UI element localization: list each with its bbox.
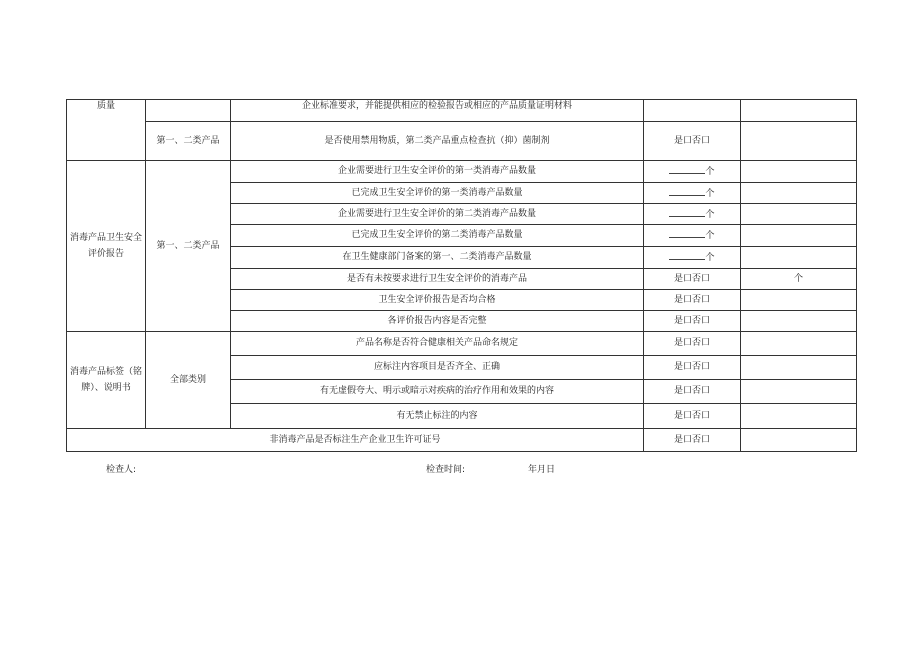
label-section-label: 消毒产品标签（铭牌）、说明书 bbox=[67, 332, 146, 429]
safety-count bbox=[644, 247, 741, 269]
safety-check-result[interactable]: 是口否口 bbox=[644, 290, 741, 311]
label-result[interactable]: 是口否口 bbox=[644, 404, 741, 429]
safety-category: 第一、二类产品 bbox=[146, 161, 231, 332]
label-result[interactable]: 是口否口 bbox=[644, 380, 741, 404]
count-blank[interactable] bbox=[669, 207, 705, 217]
quality-row-1 bbox=[67, 100, 857, 122]
safety-row-1 bbox=[67, 161, 857, 183]
date-label: 年月日 bbox=[528, 465, 556, 475]
inspection-table bbox=[66, 99, 857, 452]
safety-item: 企业需要进行卫生安全评价的第一类消毒产品数量 bbox=[231, 161, 644, 183]
count-unit: 个 bbox=[705, 231, 715, 241]
label-item: 应标注内容项目是否齐全、正确 bbox=[231, 356, 644, 380]
inspection-time-label: 检查时间: bbox=[426, 465, 466, 475]
safety-count bbox=[644, 204, 741, 225]
safety-count bbox=[644, 225, 741, 247]
count-unit: 个 bbox=[705, 188, 715, 199]
safety-item: 企业需要进行卫生安全评价的第二类消毒产品数量 bbox=[231, 204, 644, 225]
safety-label: 消毒产品卫生安全评价报告 bbox=[67, 161, 146, 332]
safety-extra bbox=[741, 183, 857, 204]
label-result[interactable]: 是口否口 bbox=[644, 356, 741, 380]
count-blank[interactable] bbox=[669, 228, 705, 238]
quality-row1-result bbox=[644, 100, 741, 122]
final-extra bbox=[741, 429, 857, 452]
quality-row1-category bbox=[146, 100, 231, 122]
label-item: 产品名称是否符合健康相关产品命名规定 bbox=[231, 332, 644, 356]
quality-row-2 bbox=[67, 122, 857, 161]
safety-extra bbox=[741, 204, 857, 225]
final-result[interactable]: 是口否口 bbox=[644, 429, 741, 452]
safety-check-item: 是否有未按要求进行卫生安全评价的消毒产品 bbox=[231, 269, 644, 290]
quality-row2-item: 是否使用禁用物质，第二类产品重点检查抗（抑）菌制剂 bbox=[231, 122, 644, 161]
safety-check-extra bbox=[741, 290, 857, 311]
label-item: 有无虚假夸大、明示或暗示对疾病的治疗作用和效果的内容 bbox=[231, 380, 644, 404]
final-row bbox=[67, 429, 857, 452]
safety-check-extra bbox=[741, 311, 857, 332]
quality-row2-result: 是口否口 bbox=[644, 122, 741, 161]
safety-check-item: 卫生安全评价报告是否均合格 bbox=[231, 290, 644, 311]
safety-count bbox=[644, 183, 741, 204]
label-row-1 bbox=[67, 332, 857, 356]
label-result[interactable]: 是口否口 bbox=[644, 332, 741, 356]
quality-row1-item: 企业标准要求，并能提供相应的检验报告或相应的产品质量证明材料 bbox=[231, 100, 644, 122]
safety-check-result[interactable]: 是口否口 bbox=[644, 269, 741, 290]
safety-check-result[interactable]: 是口否口 bbox=[644, 311, 741, 332]
safety-extra bbox=[741, 225, 857, 247]
quality-row1-extra bbox=[741, 100, 857, 122]
safety-count bbox=[644, 161, 741, 183]
label-extra bbox=[741, 404, 857, 429]
quality-row2-extra bbox=[741, 122, 857, 161]
count-blank[interactable] bbox=[669, 186, 705, 196]
count-unit: 个 bbox=[705, 253, 715, 263]
inspection-sheet bbox=[66, 99, 856, 452]
label-extra bbox=[741, 380, 857, 404]
safety-extra bbox=[741, 247, 857, 269]
quality-row2-category: 第一、二类产品 bbox=[146, 122, 231, 161]
count-blank[interactable] bbox=[669, 250, 705, 260]
count-blank[interactable] bbox=[669, 164, 705, 174]
count-unit: 个 bbox=[705, 209, 715, 220]
safety-check-extra: 个 bbox=[741, 269, 857, 290]
safety-item: 已完成卫生安全评价的第一类消毒产品数量 bbox=[231, 183, 644, 204]
label-extra bbox=[741, 332, 857, 356]
safety-extra bbox=[741, 161, 857, 183]
safety-item: 在卫生健康部门备案的第一、二类消毒产品数量 bbox=[231, 247, 644, 269]
label-extra bbox=[741, 356, 857, 380]
inspector-label: 检查人: bbox=[106, 465, 137, 475]
count-unit: 个 bbox=[705, 167, 715, 177]
label-section-category: 全部类别 bbox=[146, 332, 231, 429]
safety-item: 已完成卫生安全评价的第二类消毒产品数量 bbox=[231, 225, 644, 247]
label-item: 有无禁止标注的内容 bbox=[231, 404, 644, 429]
safety-check-item: 各评价报告内容是否完整 bbox=[231, 311, 644, 332]
quality-label: 质量 bbox=[67, 100, 146, 161]
final-item: 非消毒产品是否标注生产企业卫生许可证号 bbox=[67, 429, 644, 452]
